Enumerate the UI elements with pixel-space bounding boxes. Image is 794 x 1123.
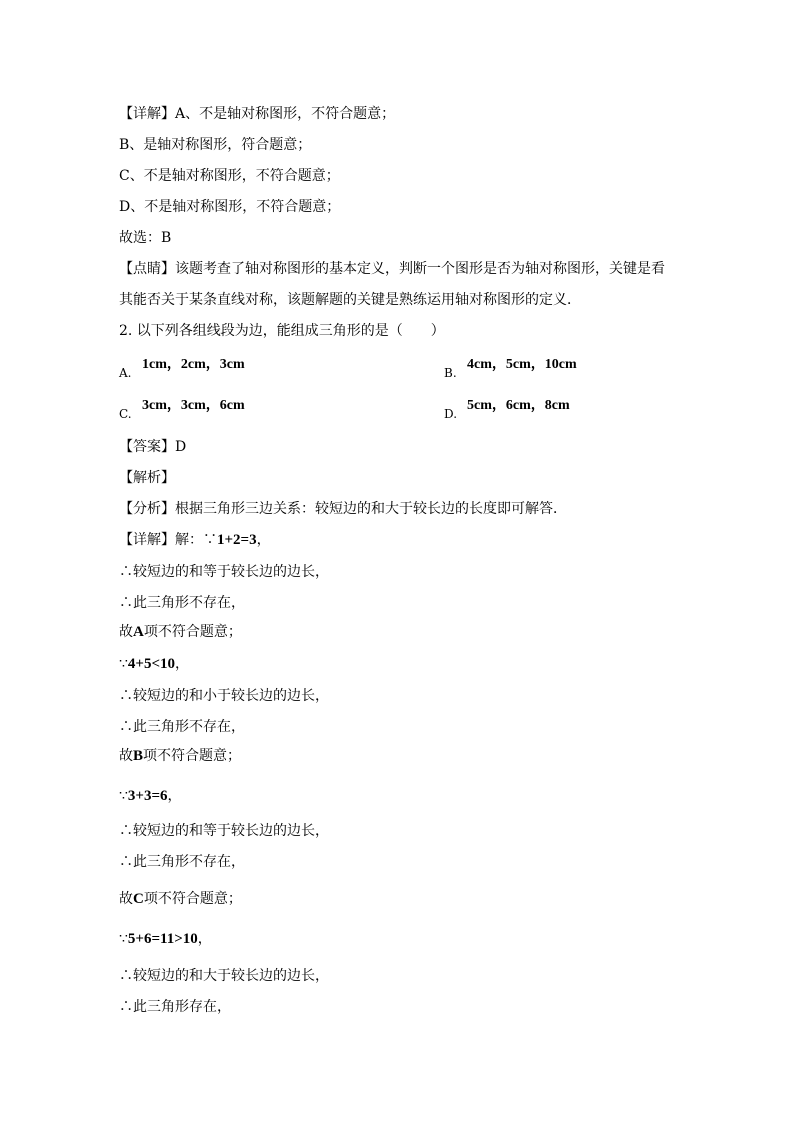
choice-line: 故选：B: [119, 230, 172, 246]
equation-2: 4+5<10: [127, 656, 176, 672]
detail-line-c: C、不是轴对称图形，不符合题意；: [119, 168, 340, 184]
statement-8: ∴此三角形存在，: [119, 999, 231, 1015]
option-d-value: 5cm，6cm，8cm: [467, 398, 570, 413]
not-fit-text: 项不符合题意；: [143, 891, 242, 907]
option-c-label: C.: [119, 407, 132, 421]
option-c-ref: C: [133, 891, 144, 907]
since-symbol: ∵: [119, 656, 128, 672]
detail-line-d: D、不是轴对称图形，不符合题意；: [119, 199, 341, 215]
detail-line-a: 【详解】A、不是轴对称图形，不符合题意；: [119, 106, 396, 122]
since-symbol: ∵: [119, 931, 128, 947]
conclusion-c: [119, 889, 242, 909]
answer-line: 【答案】D: [119, 439, 187, 455]
comma: ，: [175, 656, 190, 672]
statement-1: ∴较短边的和等于较长边的边长，: [119, 564, 329, 580]
statement-4: ∴此三角形不存在，: [119, 719, 245, 735]
conclusion-b: [119, 746, 241, 766]
comma: ，: [167, 788, 182, 804]
option-b-value: 4cm，5cm，10cm: [467, 357, 577, 372]
comma: ，: [197, 931, 212, 947]
gu-text: 故: [119, 891, 133, 907]
equation-1: 1+2=3: [217, 532, 257, 548]
detail-prefix: 【详解】解：∵: [119, 532, 217, 548]
option-b-ref: B: [133, 748, 144, 764]
statement-6: ∴此三角形不存在，: [119, 854, 245, 870]
since-line-2: [119, 654, 189, 674]
option-a-value: 1cm，2cm，3cm: [142, 357, 245, 372]
analysis-line: 【分析】根据三角形三边关系：较短边的和大于较长边的长度即可解答．: [119, 501, 567, 517]
since-line-3: [119, 786, 182, 806]
gu-text: 故: [119, 748, 133, 764]
comma: ，: [256, 532, 271, 548]
option-a-ref: A: [133, 624, 144, 640]
comment-paragraph: 【点睛】该题考查了轴对称图形的基本定义，判断一个图形是否为轴对称图形，关键是看其能否关于某条直线对称，该题解题的关键是熟练运用轴对称图形的定义．: [119, 261, 665, 308]
since-line-4: [119, 929, 212, 949]
question-2: 2. 以下列各组线段为边，能组成三角形的是（ ）: [119, 323, 445, 339]
statement-7: ∴较短边的和大于较长边的边长，: [119, 968, 329, 984]
since-symbol: ∵: [119, 788, 128, 804]
equation-3: 3+3=6: [127, 788, 168, 804]
option-b-label: B.: [444, 366, 457, 380]
not-fit-text: 项不符合题意；: [143, 748, 242, 764]
conclusion-a: [119, 622, 242, 642]
solution-start-line: [119, 530, 271, 550]
equation-4: 5+6=11>10: [127, 931, 198, 947]
not-fit-text: 项不符合题意；: [143, 624, 242, 640]
gu-text: 故: [119, 624, 133, 640]
statement-5: ∴较短边的和等于较长边的边长，: [119, 823, 329, 839]
option-d-label: D.: [444, 407, 458, 421]
analysis-title: 【解析】: [119, 470, 175, 486]
option-a-label: A.: [119, 366, 132, 380]
statement-2: ∴此三角形不存在，: [119, 595, 245, 611]
statement-3: ∴较短边的和小于较长边的边长，: [119, 688, 329, 704]
detail-line-b: B、是轴对称图形，符合题意；: [119, 137, 312, 153]
option-c-value: 3cm，3cm，6cm: [142, 398, 245, 413]
